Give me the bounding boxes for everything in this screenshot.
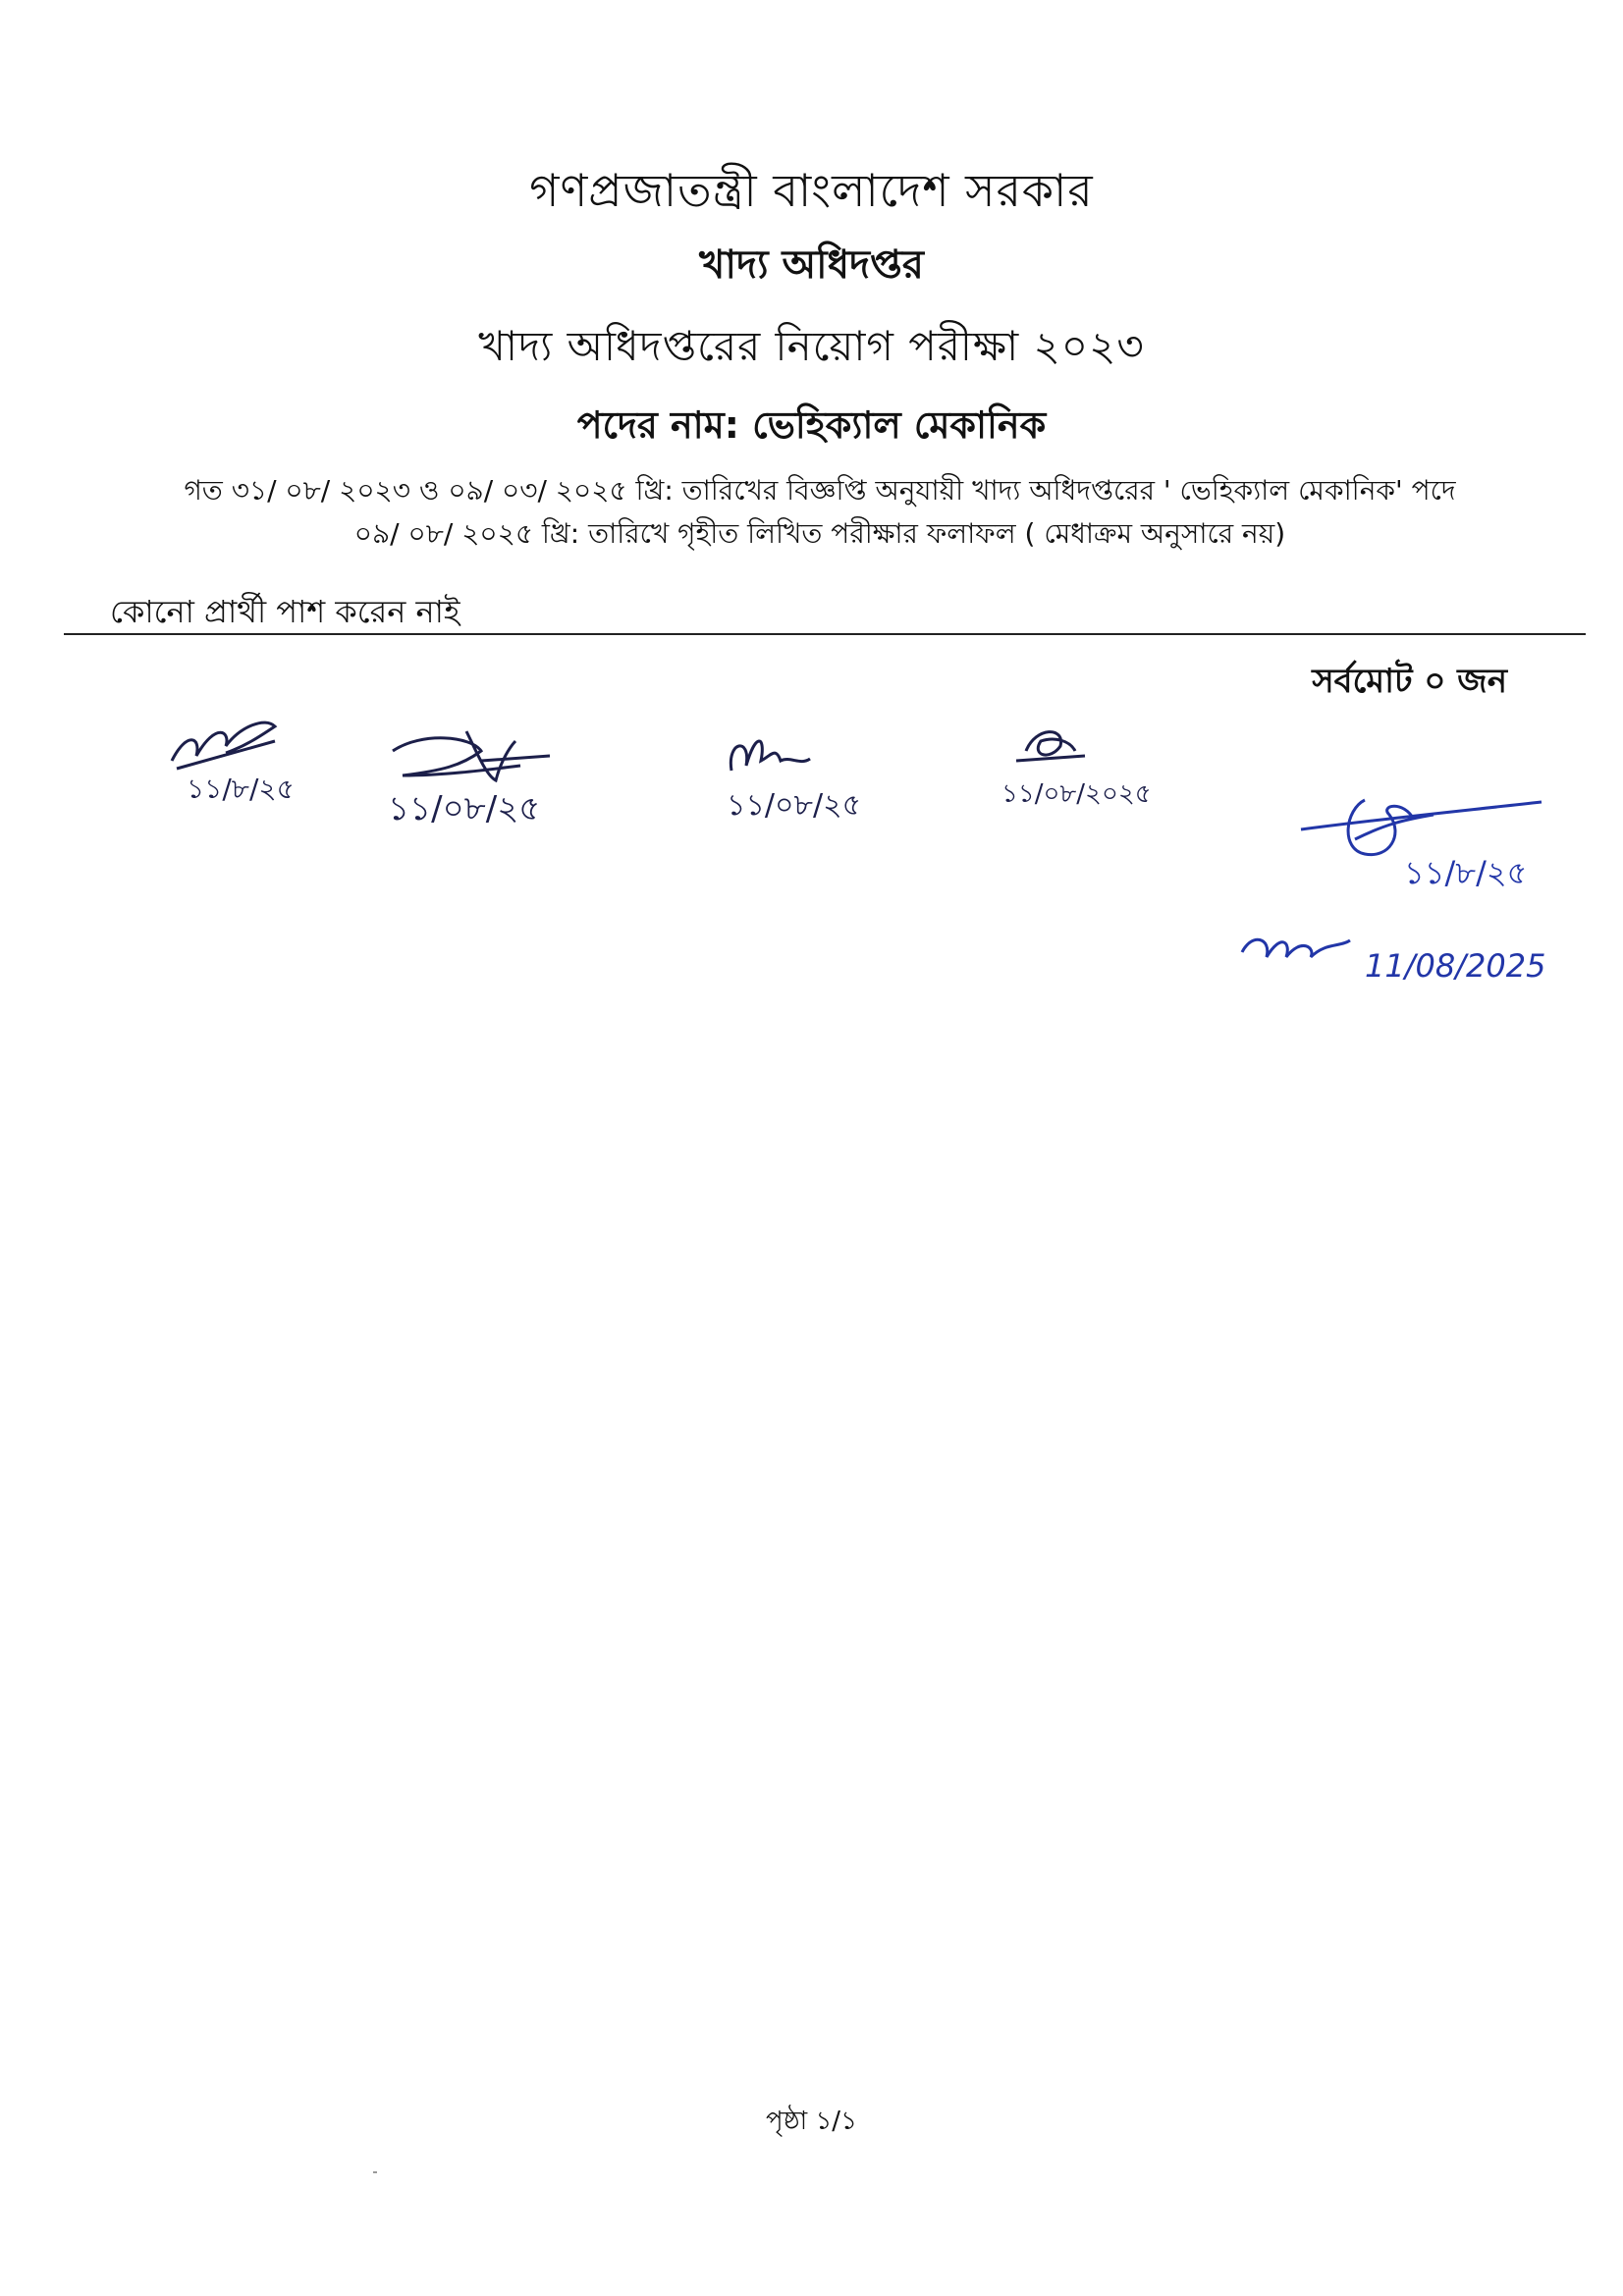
- signature-5-mark: [1296, 780, 1551, 908]
- post-name: পদের নাম: ভেহিক্যাল মেকানিক: [576, 403, 1047, 447]
- signature-1-date: ১১/৮/২৫: [187, 773, 295, 805]
- result-intro: [69, 469, 1571, 556]
- signature-5: [1296, 780, 1551, 908]
- scan-mark: [373, 2171, 377, 2173]
- total-count: সর্বমোট ০ জন: [1312, 662, 1507, 701]
- no-pass-statement: কোনো প্রার্থী পাশ করেন নাই: [110, 593, 460, 630]
- government-title: গণপ্রজাতন্ত্রী বাংলাদেশ সরকার: [529, 164, 1094, 217]
- signature-6-date: 11/08/2025: [1365, 947, 1546, 985]
- signature-1-mark: [157, 692, 334, 810]
- signature-3: [722, 721, 918, 829]
- page-number: পৃষ্ঠা ১/১: [766, 2107, 857, 2136]
- signature-2-mark: [383, 721, 619, 839]
- signature-2-date: ১১/০৮/২৫: [388, 789, 541, 828]
- signature-2: [383, 721, 619, 839]
- department-title: খাদ্য অধিদপ্তর: [699, 242, 924, 288]
- signature-5-date: ১১/৮/২৫: [1404, 854, 1528, 891]
- signature-4-mark: [997, 712, 1193, 820]
- divider-line: [64, 633, 1586, 635]
- intro-line-1: গত ৩১/ ০৮/ ২০২৩ ও ০৯/ ০৩/ ২০২৫ খ্রি: তারিখের বিজ্ঞপ্তি অনুযায়ী খাদ্য অধিদপ্তরের ' ভেহিক্যাল মেকানিক' পদে: [184, 474, 1456, 507]
- signature-6: [1232, 913, 1546, 1001]
- intro-line-2: ০৯/ ০৮/ ২০২৫ খ্রি: তারিখে গৃহীত লিখিত পরীক্ষার ফলাফল ( মেধাক্রম অনুসারে নয়): [353, 517, 1286, 550]
- signature-3-date: ১১/০৮/২৫: [727, 788, 862, 823]
- signature-4-date: ১১/০৮/২০২৫: [1001, 779, 1152, 809]
- exam-title: খাদ্য অধিদপ্তরের নিয়োগ পরীক্ষা ২০২৩: [478, 322, 1145, 370]
- signature-4: [997, 712, 1193, 820]
- signature-1: [157, 692, 334, 810]
- signature-6-mark: [1232, 913, 1546, 1001]
- signature-3-mark: [722, 721, 918, 829]
